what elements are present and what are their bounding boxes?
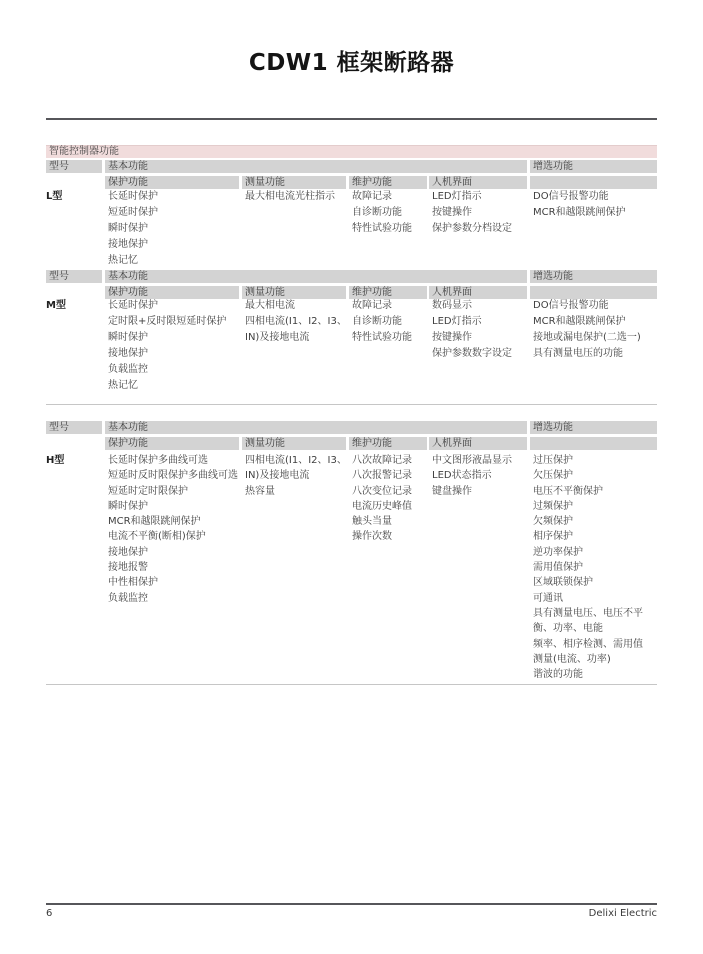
feature-item: 八次变位记录	[352, 485, 412, 497]
feature-item: LED状态指示	[432, 470, 492, 482]
feature-item: 接地或漏电保护(二选一)	[533, 332, 641, 343]
feature-item: 热容量	[245, 485, 275, 497]
col-header-measurement: 测量功能	[242, 176, 346, 189]
feature-item: 频率、相序检测、需用值	[533, 638, 643, 650]
feature-item: 负载监控	[108, 592, 148, 604]
feature-item: 触头当量	[352, 516, 392, 528]
feature-item: MCR和越限跳闸保护	[533, 207, 626, 218]
feature-item: 短延时反时限保护多曲线可选	[108, 470, 238, 482]
col-header-hmi: 人机界面	[429, 176, 527, 189]
table-header-row-2	[0, 176, 703, 189]
col-header-basic: 基本功能	[105, 421, 527, 434]
measurement-list	[245, 298, 349, 346]
feature-item: 需用值保护	[533, 562, 583, 574]
feature-item: 长延时保护多曲线可选	[108, 455, 208, 466]
model-label: L型	[46, 191, 63, 202]
col-header-hmi: 人机界面	[429, 286, 527, 299]
brand-name: Delixi Electric	[588, 908, 657, 919]
feature-item: 长延时保护	[108, 191, 158, 202]
protection-list	[108, 189, 244, 269]
col-header-protection: 保护功能	[105, 176, 239, 189]
feature-item: 特性试验功能	[352, 223, 412, 234]
col-header-basic: 基本功能	[105, 160, 527, 173]
feature-item: 具有测量电压、电压不平	[533, 607, 643, 619]
feature-item: 逆功率保护	[533, 546, 583, 558]
hmi-list	[432, 189, 530, 237]
feature-item: 接地报警	[108, 562, 148, 574]
feature-item: LED灯指示	[432, 191, 482, 202]
feature-item: 保护参数分档设定	[432, 223, 512, 234]
hmi-list	[432, 298, 530, 362]
feature-item: 热记忆	[108, 380, 138, 391]
feature-item: 瞬时保护	[108, 332, 148, 343]
feature-item: 接地保护	[108, 348, 148, 359]
feature-item: 衡、功率、电能	[533, 623, 603, 635]
col-header-optional-spacer	[530, 437, 657, 450]
feature-item: 过压保护	[533, 455, 573, 466]
col-header-maintenance: 维护功能	[349, 286, 427, 299]
col-header-protection: 保护功能	[105, 286, 239, 299]
feature-item: 按键操作	[432, 207, 472, 218]
maintenance-list	[352, 298, 430, 346]
feature-item: 负载监控	[108, 364, 148, 375]
col-header-optional: 增选功能	[530, 270, 657, 283]
feature-item: LED灯指示	[432, 316, 482, 327]
feature-item: 瞬时保护	[108, 500, 148, 512]
col-header-protection: 保护功能	[105, 437, 239, 450]
feature-item: 热记忆	[108, 255, 138, 266]
hmi-list	[432, 453, 530, 499]
col-header-model: 型号	[46, 160, 102, 173]
table-header-row-2	[0, 437, 703, 450]
feature-item: 最大相电流	[245, 300, 295, 311]
feature-item: 故障记录	[352, 191, 392, 202]
feature-item: 数码显示	[432, 300, 472, 311]
feature-item: 电压不平衡保护	[533, 485, 603, 497]
model-label: M型	[46, 300, 66, 311]
col-header-measurement: 测量功能	[242, 286, 346, 299]
table-divider-rule	[46, 404, 657, 405]
feature-item: 自诊断功能	[352, 207, 402, 218]
protection-list	[108, 453, 244, 606]
feature-item: 键盘操作	[432, 485, 472, 497]
feature-item: 定时限+反时限短延时保护	[108, 316, 227, 327]
col-header-optional: 增选功能	[530, 421, 657, 434]
col-header-maintenance: 维护功能	[349, 176, 427, 189]
feature-item: 瞬时保护	[108, 223, 148, 234]
model-label: H型	[46, 455, 65, 466]
feature-item: 四相电流(I1、I2、I3、	[245, 316, 347, 327]
maintenance-list	[352, 453, 430, 545]
feature-item: 短延时保护	[108, 207, 158, 218]
col-header-measurement: 测量功能	[242, 437, 346, 450]
feature-item: 长延时保护	[108, 300, 158, 311]
footer-rule	[46, 903, 657, 905]
feature-item: 电流历史峰值	[352, 500, 412, 512]
col-header-hmi: 人机界面	[429, 437, 527, 450]
table-header-row-1	[0, 160, 703, 173]
feature-item: DO信号报警功能	[533, 300, 609, 311]
feature-item: IN)及接地电流	[245, 470, 310, 482]
optional-list	[533, 189, 659, 221]
measurement-list	[245, 189, 349, 205]
feature-item: 接地保护	[108, 546, 148, 558]
feature-item: 过频保护	[533, 500, 573, 512]
section-title: 智能控制器功能	[49, 146, 119, 157]
col-header-optional: 增选功能	[530, 160, 657, 173]
feature-item: 最大相电流光柱指示	[245, 191, 335, 202]
feature-item: 操作次数	[352, 531, 392, 543]
maintenance-list	[352, 189, 430, 237]
feature-item: 自诊断功能	[352, 316, 402, 327]
col-header-model: 型号	[46, 421, 102, 434]
feature-item: 欠频保护	[533, 516, 573, 528]
feature-item: 相序保护	[533, 531, 573, 543]
feature-item: 测量(电流、功率)	[533, 653, 611, 665]
feature-item: 具有测量电压的功能	[533, 348, 623, 359]
feature-item: 电流不平衡(断相)保护	[108, 531, 206, 543]
optional-list	[533, 453, 659, 682]
feature-item: 保护参数数字设定	[432, 348, 512, 359]
feature-item: 谐波的功能	[533, 669, 583, 681]
feature-item: IN)及接地电流	[245, 332, 310, 343]
page-number: 6	[46, 908, 53, 919]
col-header-optional-spacer	[530, 176, 657, 189]
feature-item: 按键操作	[432, 332, 472, 343]
feature-item: 四相电流(I1、I2、I3、	[245, 455, 347, 466]
feature-item: 短延时定时限保护	[108, 485, 188, 497]
feature-item: MCR和越限跳闸保护	[108, 516, 201, 528]
feature-item: 故障记录	[352, 300, 392, 311]
feature-item: 特性试验功能	[352, 332, 412, 343]
page-title: CDW1 框架断路器	[248, 50, 455, 76]
table-header-row-1	[0, 421, 703, 434]
feature-item: 八次故障记录	[352, 455, 412, 466]
feature-item: 八次报警记录	[352, 470, 412, 482]
feature-item: 中文图形液晶显示	[432, 455, 512, 466]
table-header-row-1	[0, 270, 703, 283]
feature-item: 接地保护	[108, 239, 148, 250]
measurement-list	[245, 453, 349, 499]
feature-item: 中性相保护	[108, 577, 158, 589]
table-bottom-rule	[46, 684, 657, 685]
feature-item: DO信号报警功能	[533, 191, 609, 202]
col-header-basic: 基本功能	[105, 270, 527, 283]
feature-item: 区域联锁保护	[533, 577, 593, 589]
col-header-maintenance: 维护功能	[349, 437, 427, 450]
section-header-bar	[46, 145, 657, 158]
optional-list	[533, 298, 659, 362]
feature-item: MCR和越限跳闸保护	[533, 316, 626, 327]
col-header-model: 型号	[46, 270, 102, 283]
protection-list	[108, 298, 244, 394]
title-rule	[46, 118, 657, 120]
feature-item: 欠压保护	[533, 470, 573, 482]
feature-item: 可通讯	[533, 592, 563, 604]
